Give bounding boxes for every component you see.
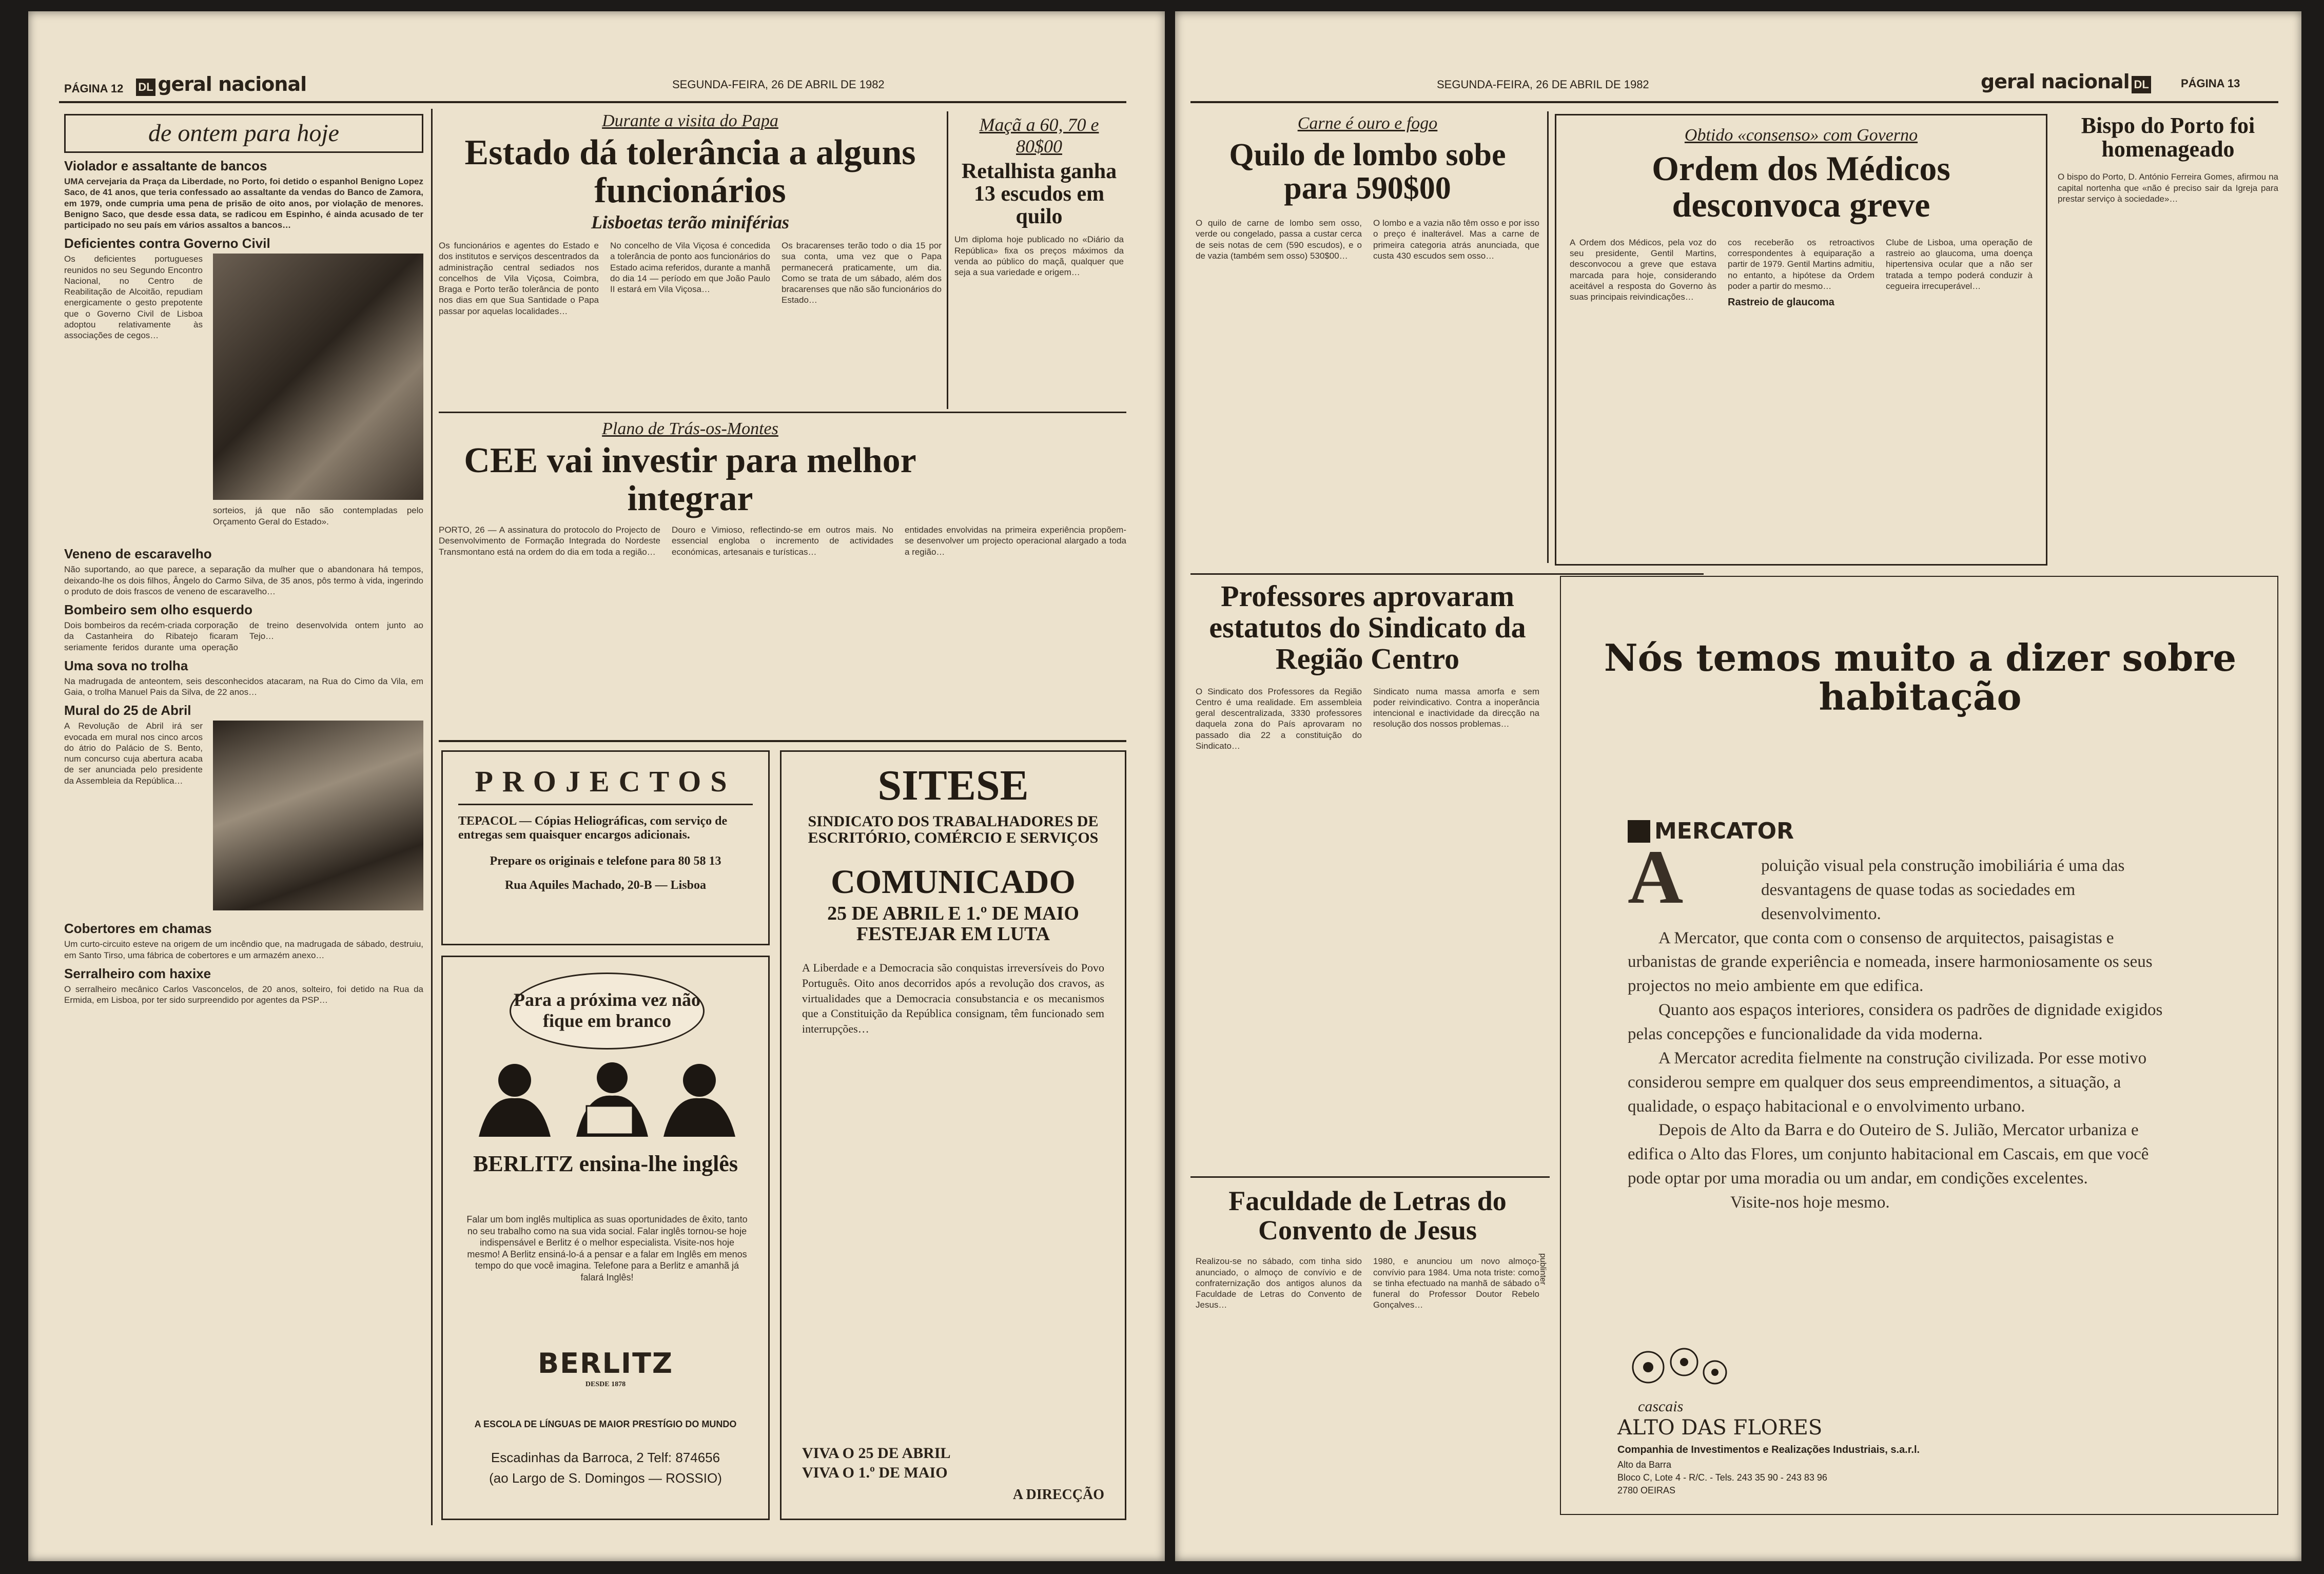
ad-since: DESDE 1878	[585, 1381, 626, 1388]
article-headline: Retalhista ganha 13 escudos em quilo	[961, 160, 1117, 229]
article-text: 1980, e anunciou um novo almoço-convívio para 1984. Uma nota triste: como se tinha efectuado na manhã de sábado o funeral do Professor Doutor Rebelo Gonçalves…	[1373, 1256, 1539, 1310]
union-acronym: SITESE	[877, 762, 1029, 809]
article-kicker: Maçã a 60, 70 e 80$00	[979, 114, 1099, 157]
brief-headline: Uma sova no trolha	[64, 657, 188, 673]
brief-text: Um curto-circuito esteve na origem de um incêndio que, na madrugada de sábado, destruiu, em Santo Tirso, uma fábrica de cobertores e um armazém anexo…	[64, 939, 423, 960]
union-name: SINDICATO DOS TRABALHADORES DE ESCRITÓRIO, COMÉRCIO E SERVIÇOS	[808, 813, 1099, 846]
cheer-line: VIVA O 1.º DE MAIO	[802, 1464, 948, 1481]
right-page-number: PÁGINA 13	[2181, 77, 2240, 90]
ad-text: Falar um bom inglês multiplica as suas oportunidades de êxito, tanto no seu trabalho como na sua vida social. Falar inglês tornou-se hoje indispensável e Berlitz é o melhor especialista. Visite-nos hoje mesmo! A Berlitz ensiná-lo-á a pensar e a falar em Inglês em menos tempo do que você imagina. Telefone para a Berlitz e amanhã já falará Inglês!	[466, 1214, 748, 1282]
article-text: O lombo e a vazia não têm osso e por isso o preço é inalterável. Mas a carne de primeira categoria atrás anunciada, que custa 430 escudos sem osso…	[1373, 218, 1539, 261]
ad-banner: Nós temos muito a dizer sobre habitação	[1604, 636, 2237, 718]
article-headline: Ordem dos Médicos desconvoca greve	[1652, 149, 1950, 225]
ad-address: Rua Aquiles Machado, 20-B — Lisboa	[504, 879, 707, 892]
left-page	[28, 11, 1165, 1561]
news-photo	[213, 254, 423, 500]
article-text: cos receberão os retroactivos correspondentes à equiparação a partir de 1979. Gentil Martins admitiu, no entanto, a hipótese da Ordem poder a partir do mesmo…	[1728, 237, 1874, 291]
bispo-article	[2058, 114, 2278, 204]
cee-article	[439, 419, 1126, 557]
right-page	[1175, 11, 2301, 1561]
brief-headline: Veneno de escaravelho	[64, 546, 212, 562]
brief-headline: Bombeiro sem olho esquerdo	[64, 602, 252, 617]
ad-phone: Prepare os originais e telefone para 80 58 13	[490, 854, 721, 868]
professores-article	[1196, 581, 1539, 751]
article-text: No concelho de Vila Viçosa é concedida a tolerância de ponto aos funcionários do Estado acima referidos, durante a manhã do dia 14 — período em que João Paulo II estará em Vila Viçosa…	[610, 241, 770, 294]
article-kicker: Durante a visita do Papa	[602, 111, 778, 130]
article-kicker: Obtido «consenso» com Governo	[1684, 126, 1918, 145]
drop-cap: A	[1628, 834, 1684, 920]
brief-text: Dois bombeiros da recém-criada corporação da Castanheira do Ribatejo ficaram seriamente feridos durante uma operação de treino desenvolvida ontem junto ao Tejo…	[64, 620, 423, 652]
article-text: Realizou-se no sábado, com tinha sido anunciado, o almoço de convívio e de confraternização dos antigos alunos da Faculdade de Letras do Convento de Jesus…	[1196, 1256, 1362, 1310]
ad-credit: publinter	[1538, 1253, 1547, 1285]
column-title: de ontem para hoje	[64, 114, 423, 153]
article-subheadline: Lisboetas terão miniférias	[591, 212, 789, 232]
sitese-ad	[780, 750, 1126, 1520]
right-dateline: SEGUNDA-FEIRA, 26 DE ABRIL DE 1982	[1437, 78, 1649, 91]
article-text: Um diploma hoje publicado no «Diário da República» fixa os preços máximos da venda ao público do maçã, qualquer que seja a sua variedade e origem…	[954, 235, 1124, 278]
brief-headline: Mural do 25 de Abril	[64, 703, 191, 718]
company-address: Alto da Barra	[1617, 1460, 1672, 1470]
berlitz-ad	[441, 956, 770, 1520]
maca-article	[954, 114, 1124, 278]
article-subhead: Rastreio de glaucoma	[1728, 297, 1834, 308]
company-address: Bloco C, Lote 4 - R/C. - Tels. 243 35 90 - 243 83 96	[1617, 1472, 1827, 1483]
ad-text: TEPACOL — Cópias Heliográficas, com serviço de entregas sem quaisquer encargos adicionais.	[458, 814, 728, 842]
article-kicker: Carne é ouro e fogo	[1297, 114, 1438, 133]
article-kicker: Plano de Trás-os-Montes	[602, 419, 778, 438]
ad-copy: A poluição visual pela construção imobiliária é uma das desvantagens de quase todas as sociedades em desenvolvimento. A Mercator, que conta com o consenso de arquitectos, paisagistas e urbanistas de grande experiência e nomeada, insere harmoniosamente os seus projectos no meio ambiente em que edifica. Quanto aos espaços interiores, considera os padrões de dignidade exigidos pelas concepções e funcionalidade da vida moderna. A Mercator acredita fielmente na construção civilizada. Por esse motivo considerou sempre em qualquer dos seus empreendimentos, a situação, a qualidade, o espaço habitacional e o envolvimento urbano. Depois de Alto da Barra e do Outeiro de S. Julião, Mercator urbaniza e edifica o Alto das Flores, um conjunto habitacional em Cascais, em que você pode optar por uma moradia ou um andar, em condições excelentes. Visite-nos hoje mesmo.	[1628, 834, 2163, 1212]
brief-headline: Violador e assaltante de bancos	[64, 158, 267, 173]
comunicado-title: COMUNICADO	[831, 863, 1076, 901]
brief-headline: Serralheiro com haxixe	[64, 965, 211, 981]
mercator-ad	[1560, 576, 2278, 1515]
ad-address: Escadinhas da Barroca, 2 Telf: 874656	[491, 1450, 720, 1465]
projectos-ad	[441, 750, 770, 945]
article-headline: Estado dá tolerância a alguns funcionários	[464, 133, 916, 210]
flower-logo-icon	[1623, 1342, 1735, 1398]
article-text: Os bracarenses terão todo o dia 15 por sua conta, uma vez que o Papa permanecerá praticamente, um dia. Como se trata de um sábado, além dos bracarenses que não são funcionários do Estado…	[782, 241, 942, 305]
brief-text: Não suportando, ao que parece, a separação da mulher que o abandonara há tempos, deixando-lhe os dois filhos, Ângelo do Carmo Silva, de 35 anos, pôs termo à vida, ingerindo o produto de dois frascos de veneno de escaravelho…	[64, 565, 423, 596]
speech-bubble: Para a próxima vez não fique em branco	[510, 973, 705, 1050]
mercator-logo: MERCATOR	[1628, 818, 1794, 844]
people-silhouette-icon	[458, 1060, 756, 1137]
article-text: O bispo do Porto, D. António Ferreira Gomes, afirmou na capital nortenha que «não é preciso sair da Igreja para prestar serviço à sociedade»…	[2058, 172, 2278, 204]
brief-headline: Cobertores em chamas	[64, 921, 212, 937]
article-text: PORTO, 26 — A assinatura do protocolo do Projecto de Desenvolvimento de Formação Integrada do Nordeste Transmontano está na ordem do dia em toda a região…	[439, 525, 660, 557]
right-section-header: geral nacional DL	[1981, 70, 2151, 93]
mural-photo	[213, 721, 423, 910]
article-text: Clube de Lisboa, uma operação de rastreio ao glaucoma, uma doença hipertensiva ocular que a não ser tratada a tempo poderá conduzir à cegueira irrecuperável…	[1886, 237, 2033, 291]
company-name: Companhia de Investimentos e Realizações Industriais, s.a.r.l.	[1617, 1444, 1920, 1455]
logo-small: cascais	[1638, 1398, 1684, 1415]
brief-text: UMA cervejaria da Praça da Liberdade, no Porto, foi detido o espanhol Benigno Lopez Saco, de 41 anos, que teria confessado ao assaltante da vendas do Banco de Zamora, em 1979, onde cumpria uma pena de prisão de oito anos, por violação de menores. Benigno Saco, que desde essa data, se radicou em Espinho, é ainda acusado de ter participado no seu país em vários assaltos a bancos…	[64, 177, 423, 230]
comunicado-text: A Liberdade e a Democracia são conquistas irreversíveis do Povo Português. Oito anos decorridos após a revolução dos cravos, as virtualidades que a Democracia consubstancia e os mecanismos que a Constituição da República consignam, têm funcionado sem interrupções…	[802, 961, 1104, 1036]
brief-text: sorteios, já que não são contempladas pelo Orçamento Geral do Estado».	[213, 506, 423, 527]
article-text: Douro e Vimioso, reflectindo-se em outros mais. No essencial engloba o incremento de actividades económicas, artesanais e turísticas…	[672, 525, 893, 557]
company-address: 2780 OEIRAS	[1617, 1485, 1676, 1495]
article-text: O Sindicato dos Professores da Região Centro é uma realidade. Em assembleia geral descentralizada, 3330 professores daquela zona do País aprovaram no passado dia 22 a constituição do Sindicato…	[1196, 686, 1362, 751]
article-headline: Professores aprovaram estatutos do Sindicato da Região Centro	[1209, 579, 1526, 675]
left-page-number: PÁGINA 12	[64, 82, 124, 95]
ad-tagline: A ESCOLA DE LÍNGUAS DE MAIOR PRESTÍGIO DO MUNDO	[474, 1419, 737, 1429]
article-headline: Bispo do Porto foi homenageado	[2081, 113, 2255, 162]
brief-text: Na madrugada de anteontem, seis desconhecidos atacaram, na Rua do Cimo da Vila, em Gaia, o trolha Manuel Pais da Silva, de 22 anos…	[64, 676, 423, 697]
left-dateline: SEGUNDA-FEIRA, 26 DE ABRIL DE 1982	[672, 78, 885, 91]
newspaper-logo-icon: DL	[2132, 76, 2151, 93]
logo-main: ALTO DAS FLORES	[1617, 1416, 1823, 1440]
article-headline: Quilo de lombo sobe para 590$00	[1229, 138, 1506, 206]
berlitz-logo: BERLITZ	[537, 1347, 674, 1379]
brief-text: O serralheiro mecânico Carlos Vasconcelos, de 20 anos, solteiro, foi detido na Rua da Ermida, em Lisboa, por ter sido surpreendido por agentes da PSP…	[64, 984, 423, 1005]
brief-text: A Revolução de Abril irá ser evocada em mural nos cinco arcos do átrio do Palácio de S. Bento, num concurso cuja abertura acaba de ser anunciada pelo presidente da Assembleia da República…	[64, 721, 203, 786]
newspaper-logo-icon: DL	[136, 79, 155, 96]
ad-title: PROJECTOS	[458, 764, 753, 805]
article-text: A Ordem dos Médicos, pela voz do seu presidente, Gentil Martins, desconvocou a greve que estava marcada para hoje, considerando aceitável a resposta do Governo às suas principais reivindicações…	[1570, 237, 1716, 302]
brief-text: Os deficientes portugueses reunidos no seu Segundo Encontro Nacional, no Centro de Reabilitação de Alcoitão, repudiam energicamente o gesto prepotente que o Governo Civil de Lisboa adoptou relativamente às associações de cegos…	[64, 254, 203, 340]
papa-article	[439, 111, 942, 317]
article-text: O quilo de carne de lombo sem osso, verde ou congelado, passa a custar cerca de seis notas de cem (590 escudos), e o de vazia (também sem osso) 530$00…	[1196, 218, 1362, 261]
medicos-article	[1555, 114, 2047, 566]
left-section-header: DL geral nacional	[136, 73, 306, 96]
comunicado-subject: 25 DE ABRIL E 1.º DE MAIO FESTEJAR EM LUTA	[827, 903, 1079, 945]
brief-headline: Deficientes contra Governo Civil	[64, 236, 270, 251]
signature: A DIRECÇÃO	[1012, 1487, 1104, 1503]
article-text: entidades envolvidas na primeira experiência propõem-se desenvolver um projecto operacional alargado a toda a região…	[905, 525, 1126, 557]
article-text: Os funcionários e agentes do Estado e dos institutos e serviços descentrados da administração central sediados nos concelhos de Vila Viçosa, Coimbra, Braga e Porto terão tolerância de ponto nos dias em que Sua Santidade o Papa passar por aquelas localidades…	[439, 241, 599, 316]
faculdade-article	[1196, 1187, 1539, 1311]
briefs-column	[64, 114, 423, 1520]
article-headline: CEE vai investir para melhor integrar	[464, 441, 916, 518]
article-headline: Faculdade de Letras do Convento de Jesus	[1228, 1186, 1507, 1246]
ad-address: (ao Largo de S. Domingos — ROSSIO)	[489, 1470, 722, 1486]
cheer-line: VIVA O 25 DE ABRIL	[802, 1445, 951, 1462]
ad-title: BERLITZ ensina-lhe inglês	[473, 1151, 738, 1176]
article-text: Sindicato numa massa amorfa e sem poder reivindicativo. Contra a inoperância intencional e inactividade da direcção na resolução dos nossos problemas…	[1373, 686, 1539, 729]
lombo-article	[1196, 114, 1539, 261]
